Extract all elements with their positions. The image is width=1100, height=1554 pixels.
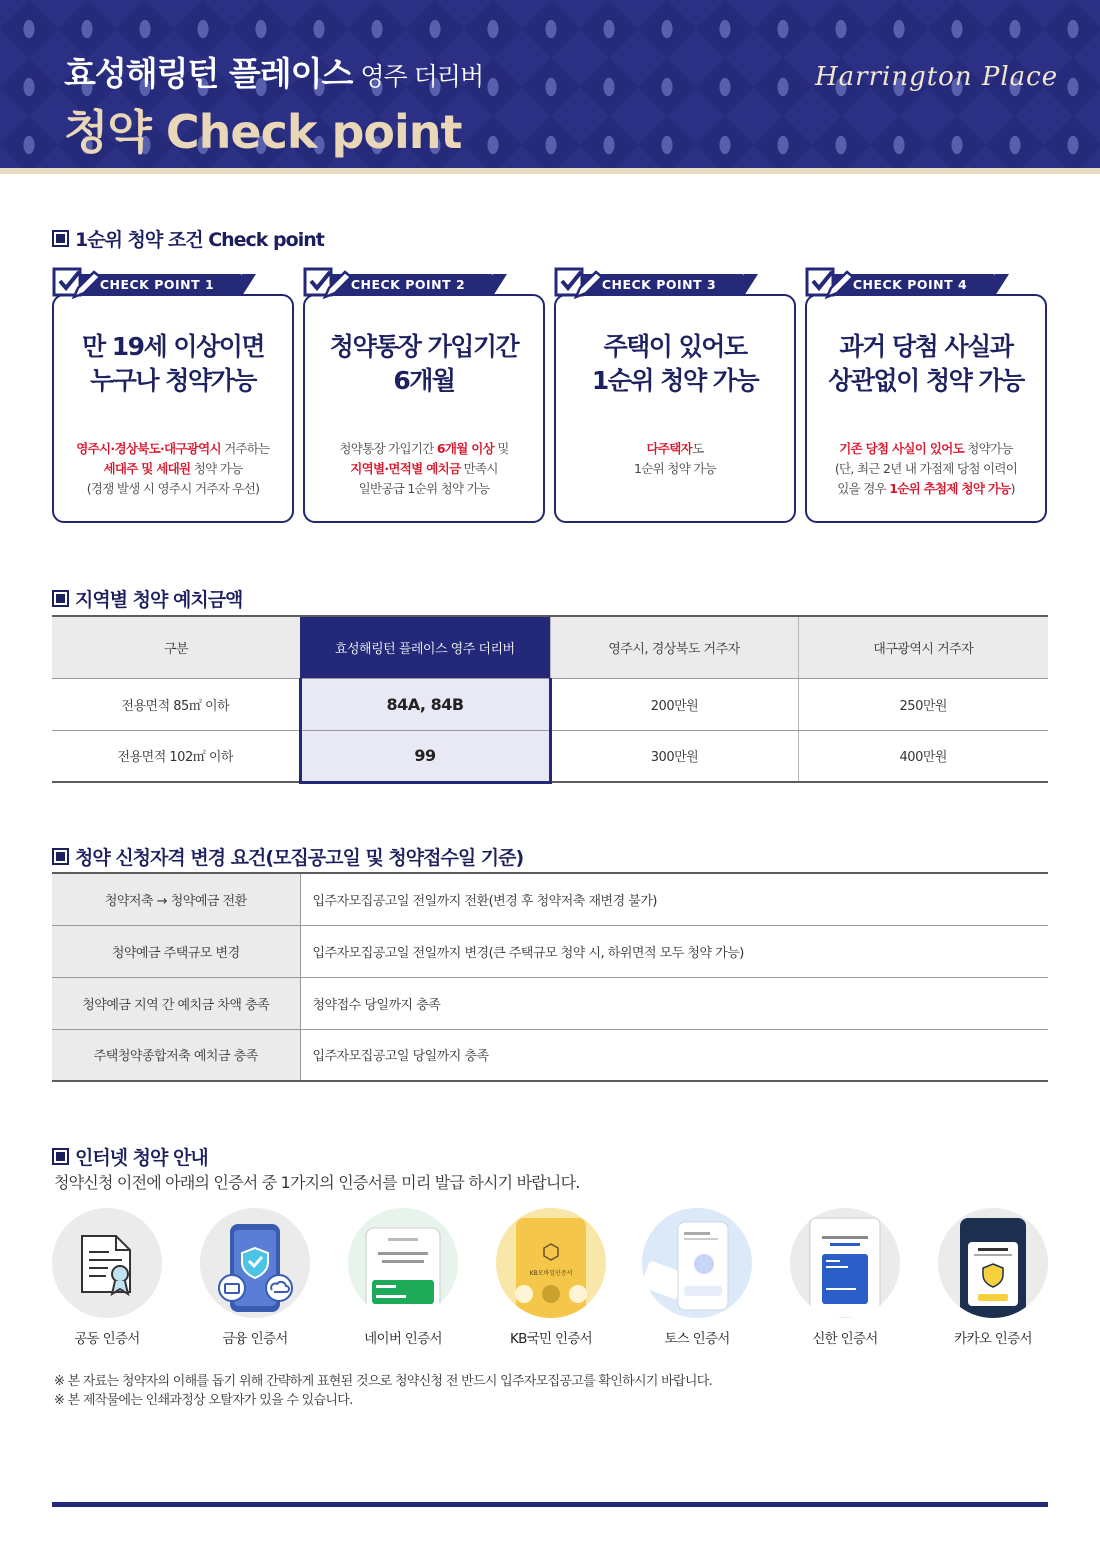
brand-logo: Harrington Place: [815, 62, 1059, 92]
card-headline: [52, 330, 294, 398]
body-text: 청약 가능: [190, 461, 243, 476]
section-title-text: 인터넷 청약 안내: [75, 1147, 208, 1169]
card-description-line: [303, 479, 545, 499]
body-text: ): [1010, 481, 1015, 496]
table-row: [52, 1029, 1048, 1081]
table-header-cell: 대구광역시 거주자: [798, 616, 1048, 678]
cert-label: 카카오 인증서: [954, 1331, 1032, 1347]
section-title-internet: [52, 1143, 208, 1170]
financial-phone-shield-icon: [200, 1208, 310, 1318]
page-title-accent: 청약 Check point: [64, 105, 462, 159]
body-text: 거주하는: [220, 441, 270, 456]
table-row: [52, 925, 1048, 977]
cert-item: [348, 1208, 458, 1347]
cert-label: 네이버 인증서: [364, 1331, 442, 1347]
card-description-line: [52, 439, 294, 459]
cert-item: [496, 1208, 606, 1347]
card-description: [303, 439, 545, 499]
cert-item: [938, 1208, 1048, 1347]
section-title-text: 청약 신청자격 변경 요건(모집공고일 및 청약접수일 기준): [75, 847, 524, 869]
body-text: (단, 최근 2년 내 가점제 당첨 이력이: [834, 461, 1018, 476]
section-title-text: 지역별 청약 예치금액: [75, 589, 243, 611]
table-cell-highlight: 99: [300, 730, 550, 782]
kb-screen-text: KB모바일인증서: [529, 1270, 573, 1277]
highlight-text: 기존 당첨 사실이 있어도: [839, 441, 964, 456]
card-headline: [805, 330, 1047, 398]
cert-label: KB국민 인증서: [509, 1331, 592, 1347]
body-text: 만족시: [460, 461, 498, 476]
card-headline: [554, 330, 796, 398]
card-description: [52, 439, 294, 499]
deposit-table: [52, 615, 1048, 784]
toss-app-screen-icon: [642, 1208, 752, 1318]
card-headline-line: 만 19세 이상이면: [81, 332, 265, 361]
kakao-app-screen-icon: [938, 1208, 1048, 1318]
checkbox-pencil-icon: [52, 265, 102, 303]
square-bullet-icon: [52, 230, 69, 247]
naver-app-screen-icon: [348, 1208, 458, 1318]
check-point-card: [554, 265, 796, 523]
cert-label: 금융 인증서: [222, 1331, 288, 1347]
section-title-eligibility: [52, 843, 523, 870]
card-description-line: [303, 459, 545, 479]
card-tab-label: CHECK POINT 2: [350, 277, 466, 292]
card-tab-label: CHECK POINT 1: [99, 277, 215, 292]
card-description-line: [805, 439, 1047, 459]
card-headline-line: 청약통장 가입기간: [329, 332, 519, 361]
highlight-text: 1순위 추첨제 청약 가능: [889, 481, 1011, 496]
card-description-line: [52, 479, 294, 499]
table-row: [52, 873, 1048, 925]
card-description-line: [805, 459, 1047, 479]
highlight-text: 6개월 이상: [436, 441, 495, 456]
deposit-table-header-row: [52, 616, 1048, 678]
table-cell-highlight: 84A, 84B: [300, 678, 550, 730]
body-text: 일반공급 1순위 청약 가능: [358, 481, 490, 496]
card-description-line: [805, 479, 1047, 499]
page-title-sub: 영주 더리버: [360, 62, 484, 91]
eligibility-table: [52, 872, 1048, 1082]
cert-label: 토스 인증서: [664, 1331, 730, 1347]
table-header-cell: 영주시, 경상북도 거주자: [550, 616, 798, 678]
card-description-line: [52, 459, 294, 479]
cert-item: [642, 1208, 752, 1347]
card-headline-line: 누구나 청약가능: [90, 366, 256, 395]
table-cell: 400만원: [798, 730, 1048, 782]
card-headline: [303, 330, 545, 398]
disclaimer-note: ※ 본 제작물에는 인쇄과정상 오탈자가 있을 수 있습니다.: [54, 1393, 353, 1408]
table-label-cell: 주택청약종합저축 예치금 충족: [52, 1029, 300, 1081]
card-tab-label: CHECK POINT 4: [852, 277, 968, 292]
highlight-text: 영주시·경상북도·대구광역시: [76, 441, 221, 456]
table-cell: 전용면적 85㎡ 이하: [52, 678, 300, 730]
card-headline-line: 1순위 청약 가능: [591, 366, 759, 395]
body-text: 청약통장 가입기간: [339, 441, 437, 456]
table-cell: 전용면적 102㎡ 이하: [52, 730, 300, 782]
highlight-text: 다주택자: [646, 441, 693, 456]
table-value-cell: 입주자모집공고일 당일까지 충족: [300, 1029, 1048, 1081]
kb-app-screen-icon: [496, 1208, 606, 1318]
table-label-cell: 청약예금 주택규모 변경: [52, 925, 300, 977]
card-description-line: [303, 439, 545, 459]
card-headline-line: 과거 당첨 사실과: [839, 332, 1013, 361]
disclaimer-note: ※ 본 자료는 청약자의 이해를 돕기 위해 간략하게 표현된 것으로 청약신청 전 반드시 입주자모집공고를 확인하시기 바랍니다.: [54, 1374, 713, 1389]
card-description: [805, 439, 1047, 499]
card-headline-line: 주택이 있어도: [603, 332, 747, 361]
body-text: (경쟁 발생 시 영주시 거주자 우선): [86, 481, 260, 496]
check-point-card: [52, 265, 294, 523]
table-cell: 250만원: [798, 678, 1048, 730]
check-point-card: [303, 265, 545, 523]
table-header-cell-highlight: 효성해링턴 플레이스 영주 더리버: [300, 616, 550, 678]
table-value-cell: 입주자모집공고일 전일까지 변경(큰 주택규모 청약 시, 하위면적 모두 청약 가능): [300, 925, 1048, 977]
cert-item: [52, 1208, 162, 1347]
cert-item: [200, 1208, 310, 1347]
square-bullet-icon: [52, 848, 69, 865]
internet-intro-text: 청약신청 이전에 아래의 인증서 중 1가지의 인증서를 미리 발급 하시기 바랍니다.: [54, 1173, 580, 1192]
table-row: [52, 730, 1048, 782]
check-point-card: [805, 265, 1047, 523]
table-cell: 300만원: [550, 730, 798, 782]
body-text: 도: [692, 441, 704, 456]
table-cell: 200만원: [550, 678, 798, 730]
cert-item: [790, 1208, 900, 1347]
page-title: 효성해링턴 플레이스 영주 더리버: [64, 54, 484, 93]
checkbox-pencil-icon: [303, 265, 353, 303]
table-row: [52, 678, 1048, 730]
card-description-line: [554, 459, 796, 479]
square-bullet-icon: [52, 590, 69, 607]
card-description-line: [554, 439, 796, 459]
square-bullet-icon: [52, 1148, 69, 1165]
certificate-document-icon: [52, 1208, 162, 1318]
body-text: 1순위 청약 가능: [633, 461, 717, 476]
table-label-cell: 청약예금 지역 간 예치금 차액 충족: [52, 977, 300, 1029]
section-title-text: 1순위 청약 조건 Check point: [75, 229, 324, 251]
card-description: [554, 439, 796, 479]
table-value-cell: 청약접수 당일까지 충족: [300, 977, 1048, 1029]
checkbox-pencil-icon: [805, 265, 855, 303]
body-text: 청약가능: [963, 441, 1013, 456]
cert-label: 공동 인증서: [74, 1331, 140, 1347]
header-stripe: [0, 168, 1100, 174]
card-tab-label: CHECK POINT 3: [601, 277, 717, 292]
table-label-cell: 청약저축 → 청약예금 전환: [52, 873, 300, 925]
cert-label: 신한 인증서: [812, 1331, 878, 1347]
table-row: [52, 977, 1048, 1029]
table-value-cell: 입주자모집공고일 전일까지 전환(변경 후 청약저축 재변경 불가): [300, 873, 1048, 925]
section-title-deposit: [52, 585, 242, 612]
card-frame: [554, 294, 796, 523]
table-header-cell: 구분: [52, 616, 300, 678]
body-text: 및: [494, 441, 509, 456]
checkbox-pencil-icon: [554, 265, 604, 303]
shinhan-app-screen-icon: [790, 1208, 900, 1318]
footer-divider: [52, 1502, 1048, 1507]
card-headline-line: 6개월: [393, 366, 455, 395]
body-text: 있을 경우: [837, 481, 890, 496]
card-headline-line: 상관없이 청약 가능: [828, 366, 1024, 395]
highlight-text: 세대주 및 세대원: [103, 461, 191, 476]
section-title-check-point: [52, 225, 324, 252]
header-banner: [0, 0, 1100, 168]
highlight-text: 지역별·면적별 예치금: [350, 461, 461, 476]
